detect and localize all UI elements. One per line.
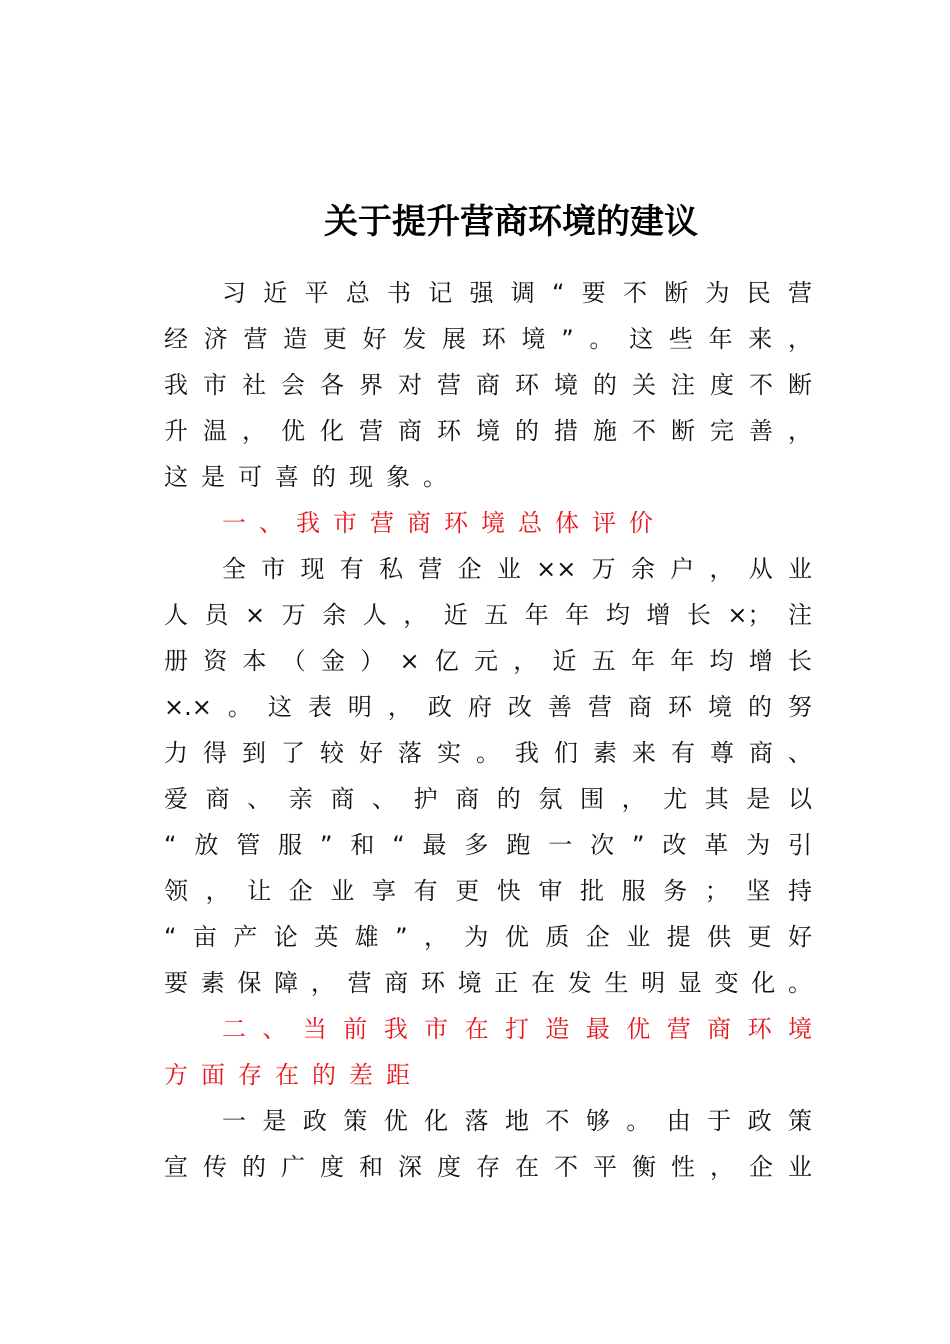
heading-line: 方面存在的差距 xyxy=(164,1061,423,1089)
text-line: 全市现有私营企业××万余户，从业 xyxy=(222,555,812,583)
text-line: 升温，优化营商环境的措施不断完善， xyxy=(164,417,812,445)
text-line: 领，让企业享有更快审批服务；坚持 xyxy=(164,877,812,905)
text-line: 要素保障，营商环境正在发生明显变化。 xyxy=(164,969,812,997)
text-line: 力得到了较好落实。我们素来有尊商、 xyxy=(164,739,812,767)
text-line: 这是可喜的现象。 xyxy=(164,463,460,491)
paragraph-intro xyxy=(164,270,812,500)
text-line: 册资本（金）×亿元，近五年年均增长 xyxy=(164,647,812,675)
text-line: 我市社会各界对营商环境的关注度不断 xyxy=(164,371,812,399)
document-title: 关于提升营商环境的建议 xyxy=(324,202,698,242)
heading-line: 一、我市营商环境总体评价 xyxy=(222,509,666,537)
text-line: “放管服”和“最多跑一次”改革为引 xyxy=(164,831,812,859)
text-line: ×.×。这表明，政府改善营商环境的努 xyxy=(164,693,812,721)
heading-line: 二、当前我市在打造最优营商环境 xyxy=(222,1015,812,1043)
text-line: 经济营造更好发展环境”。这些年来， xyxy=(164,325,812,353)
text-line: 习近平总书记强调“要不断为民营 xyxy=(222,279,812,307)
text-line: 爱商、亲商、护商的氛围，尤其是以 xyxy=(164,785,812,813)
text-line: 一是政策优化落地不够。由于政策 xyxy=(222,1107,812,1135)
text-line: 人员×万余人，近五年年均增长×；注 xyxy=(164,601,812,629)
paragraph-gap xyxy=(164,1098,812,1190)
section-heading-2 xyxy=(164,1006,812,1098)
text-line: 宣传的广度和深度存在不平衡性，企业 xyxy=(164,1153,812,1181)
text-line: “亩产论英雄”，为优质企业提供更好 xyxy=(164,923,812,951)
paragraph-evaluation xyxy=(164,546,812,1006)
document-body xyxy=(164,270,812,1190)
section-heading-1 xyxy=(164,500,812,546)
